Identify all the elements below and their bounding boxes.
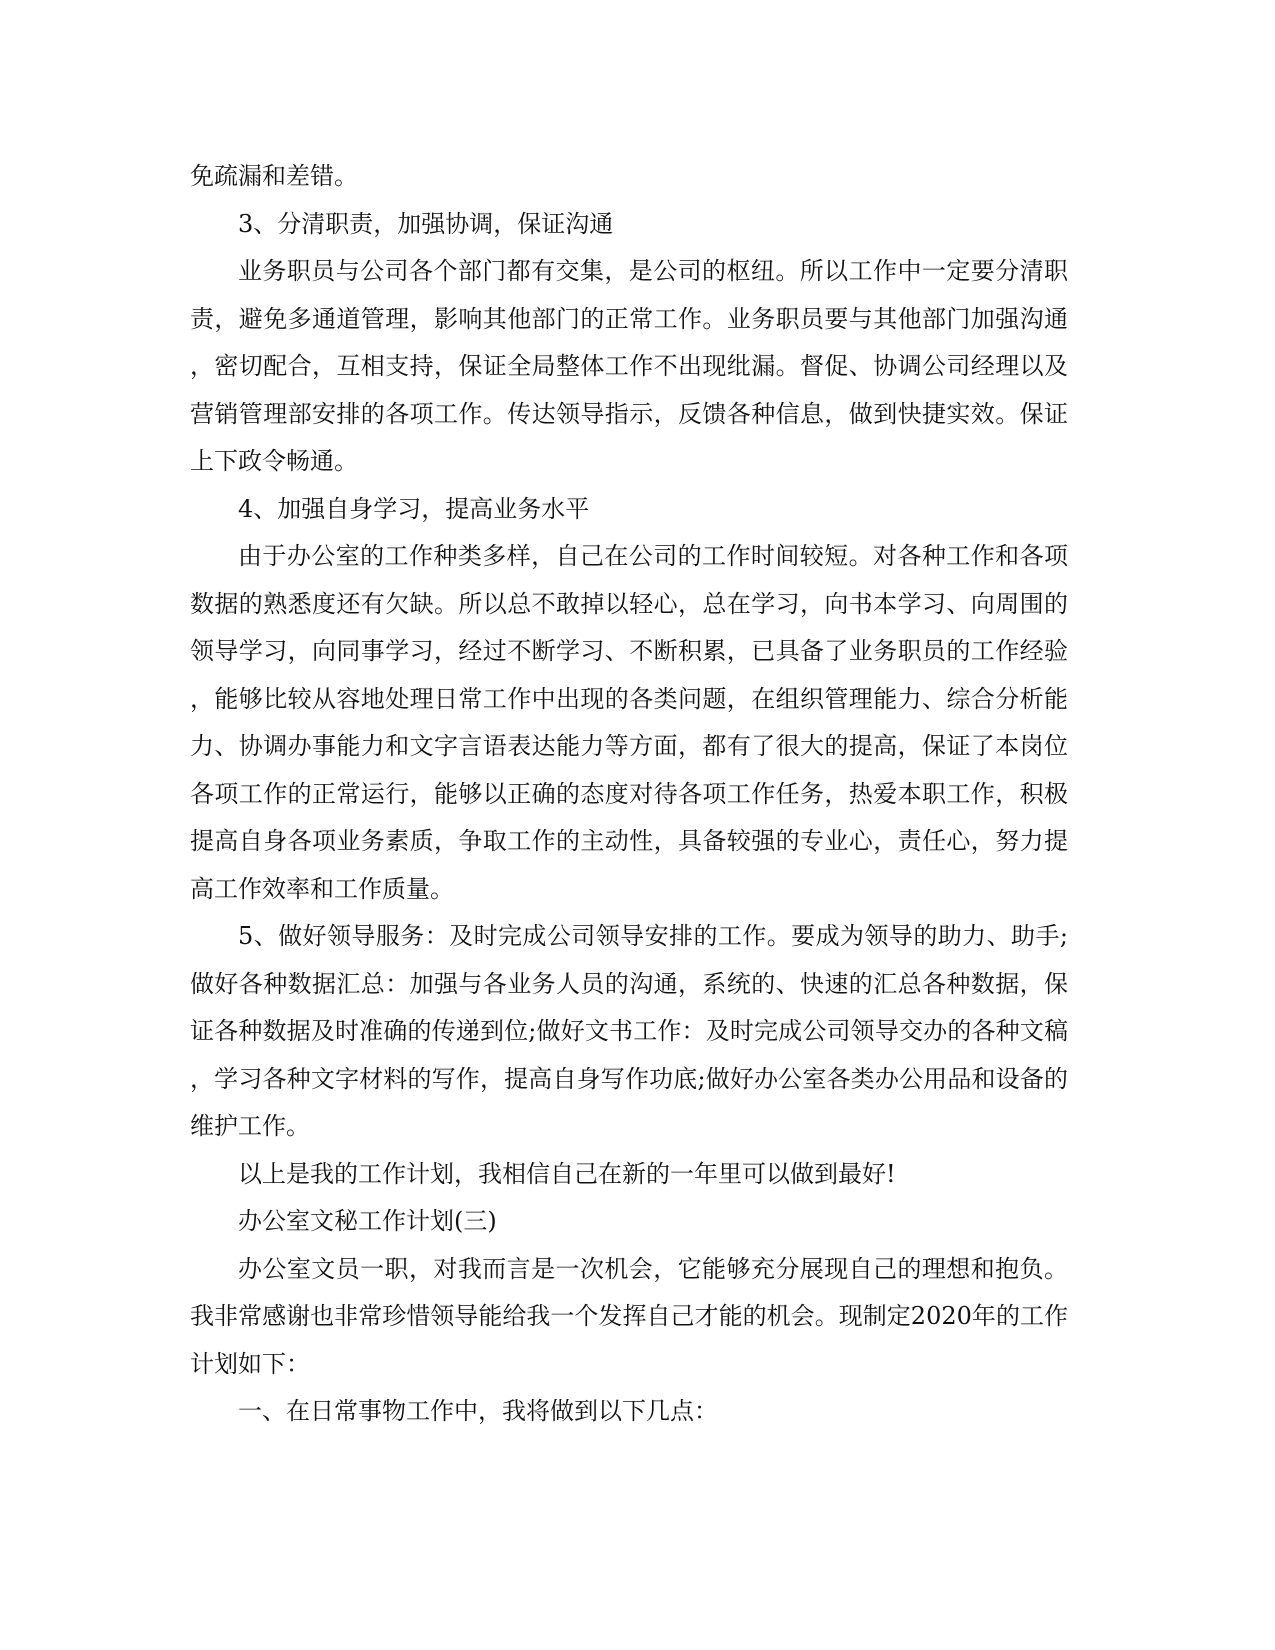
paragraph-section-4-body: 由于办公室的工作种类多样，自己在公司的工作时间较短。对各种工作和各项数据的熟悉度还有欠缺。所以总不敢掉以轻心，总在学习，向书本学习、向周围的领导学习，向同事学习，经过不断学习、不断积累，已具备了业务职员的工作经验，能够比较从容地处理日常工作中出现的各类问题，在组织管理能力、综合分析能力、协调办事能力和文字言语表达能力等方面，都有了很大的提高，保证了本岗位各项工作的正常运行，能够以正确的态度对待各项工作任务，热爱本职工作，积极提高自身各项业务素质，争取工作的主动性，具备较强的专业心，责任心，努力提高工作效率和工作质量。 [190,542,1068,903]
document-body [190,153,1068,1436]
section-heading-1: 一、在日常事物工作中，我将做到以下几点： [238,1397,718,1425]
section-heading-3: 3、分清职责，加强协调，保证沟通 [238,209,614,238]
paragraph-conclusion: 以上是我的工作计划，我相信自己在新的一年里可以做到最好! [238,1159,896,1188]
paragraph-continuation: 免疏漏和差错。 [190,162,358,190]
paragraph-section-5: 5、做好领导服务：及时完成公司领导安排的工作。要成为领导的助力、助手;做好各种数据汇总：加强与各业务人员的沟通，系统的、快速的汇总各种数据，保证各种数据及时准确的传递到位;做好文书工作：及时完成公司领导交办的各种文稿，学习各种文字材料的写作，提高自身写作功底;做好办公室各类办公用品和设备的维护工作。 [190,922,1068,1140]
section-heading-4: 4、加强自身学习，提高业务水平 [238,494,590,523]
paragraph-section-3-body: 业务职员与公司各个部门都有交集，是公司的枢纽。所以工作中一定要分清职责，避免多通道管理，影响其他部门的正常工作。业务职员要与其他部门加强沟通，密切配合，互相支持，保证全局整体工作不出现纰漏。督促、协调公司经理以及营销管理部安排的各项工作。传达领导指示，反馈各种信息，做到快捷实效。保证上下政令畅通。 [190,257,1068,475]
paragraph-intro: 办公室文员一职，对我而言是一次机会，它能够充分展现自己的理想和抱负。我非常感谢也非常珍惜领导能给我一个发挥自己才能的机会。现制定2020年的工作计划如下： [190,1254,1068,1378]
document-subtitle: 办公室文秘工作计划(三) [238,1207,497,1235]
